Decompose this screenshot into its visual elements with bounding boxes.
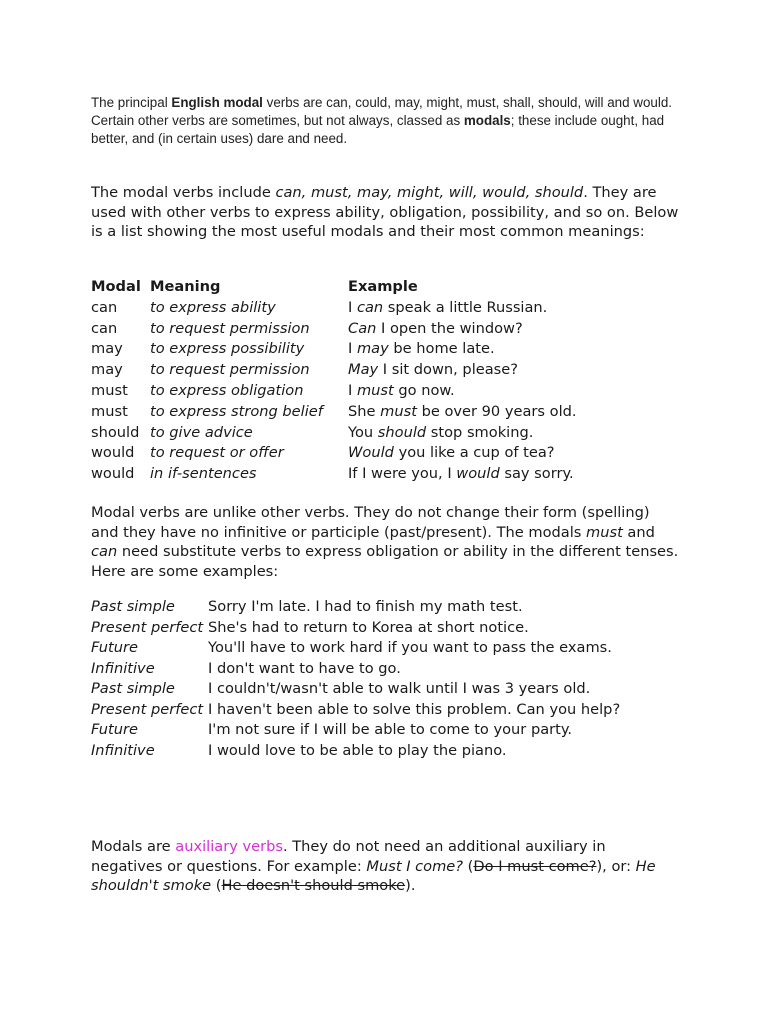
meaning-cell: to express ability — [150, 298, 276, 316]
example-cell: I haven't been able to solve this problem. Can you help? — [208, 700, 621, 718]
example-cell: You'll have to work hard if you want to pass the exams. — [208, 639, 612, 656]
table-row — [91, 464, 577, 485]
example-text: If I were you, I — [348, 465, 457, 483]
tense-cell: Infinitive — [91, 659, 155, 677]
strikethrough-example: He doesn't should smoke — [221, 877, 406, 894]
example-text: I — [348, 340, 357, 358]
example-cell — [348, 319, 577, 340]
paragraph-text: and — [622, 523, 655, 541]
paragraph-text: ( — [211, 877, 222, 894]
paragraph-text: Modals are — [91, 838, 176, 855]
substitute-verbs-table — [91, 597, 628, 761]
modal-cell: can — [91, 298, 118, 316]
modal-meanings-table — [91, 277, 577, 485]
tense-cell: Present perfect — [91, 700, 204, 718]
example-text: She — [348, 402, 381, 420]
paragraph-text: . They are used with other verbs to express ability, obligation, possibility, and so on. Below is a list showing the most useful modals and their most common meanings: — [91, 184, 679, 240]
example-cell: I couldn't/wasn't able to walk until I was 3 years old. — [208, 680, 591, 697]
tense-cell: Past simple — [91, 598, 175, 615]
italic-example: Must I come? — [366, 857, 464, 875]
meaning-cell: in if-sentences — [150, 465, 257, 483]
column-header-meaning: Meaning — [150, 278, 221, 295]
example-modal: should — [377, 423, 427, 441]
example-text: be over 90 years old. — [416, 402, 577, 420]
table-row — [91, 659, 628, 680]
modal-verbs-paragraph — [91, 183, 681, 242]
meaning-cell: to request permission — [150, 361, 310, 379]
table-row — [91, 618, 628, 639]
meaning-cell: to express strong belief — [150, 402, 323, 420]
column-header-example: Example — [348, 278, 418, 295]
paragraph-text: . They do not need an additional auxiliary in negatives or questions. For example: — [91, 838, 606, 875]
intro-bold-term: modals — [463, 113, 511, 128]
intro-text: ; these include ought, had better, and (in certain uses) dare and need. — [91, 113, 665, 146]
table-row — [91, 402, 577, 423]
example-text: be home late. — [388, 340, 495, 358]
example-text: say sorry. — [499, 465, 574, 483]
paragraph-text: Modal verbs are unlike other verbs. They do not change their form (spelling) and they have no infinitive or participle (past/present). The modals — [91, 504, 650, 541]
example-modal: Can — [348, 319, 377, 337]
example-modal: must — [380, 402, 417, 420]
auxiliary-verbs-link[interactable]: auxiliary verbs — [175, 838, 283, 855]
italic-term: can — [91, 543, 118, 560]
example-modal: may — [356, 340, 389, 358]
modal-cell: would — [91, 465, 135, 483]
table-row — [91, 741, 628, 762]
meaning-cell: to express possibility — [150, 340, 305, 358]
example-cell — [348, 423, 577, 444]
example-text: I open the window? — [376, 319, 523, 337]
table-row — [91, 720, 628, 741]
example-modal: can — [356, 298, 384, 316]
example-text: you like a cup of tea? — [393, 444, 555, 462]
table-row — [91, 700, 628, 721]
paragraph-text: need substitute verbs to express obligation or ability in the different tenses. Here are some examples: — [91, 543, 679, 580]
table-row — [91, 443, 577, 464]
example-cell — [348, 381, 577, 402]
paragraph-text: ( — [463, 857, 474, 875]
example-cell — [348, 402, 577, 423]
paragraph-text: ). — [405, 877, 416, 894]
table-row — [91, 360, 577, 381]
meaning-cell: to request permission — [150, 319, 310, 337]
table-header-row — [91, 277, 577, 298]
example-modal: would — [456, 465, 500, 483]
tense-cell: Future — [91, 721, 139, 738]
example-cell: I would love to be able to play the piano. — [208, 741, 507, 759]
intro-paragraph — [91, 94, 681, 148]
tense-cell: Infinitive — [91, 741, 155, 759]
paragraph-text: The modal verbs include — [91, 184, 276, 201]
modal-cell: can — [91, 319, 118, 337]
example-cell — [348, 464, 577, 485]
table-row — [91, 638, 628, 659]
example-text: I — [348, 298, 357, 316]
example-cell: She's had to return to Korea at short notice. — [208, 618, 529, 636]
tense-cell: Past simple — [91, 680, 175, 697]
example-cell — [348, 298, 577, 319]
example-text: speak a little Russian. — [383, 298, 548, 316]
example-modal: Would — [348, 444, 394, 462]
example-text: You — [348, 423, 378, 441]
italic-term: must — [586, 523, 623, 541]
example-text: I — [348, 381, 357, 399]
modal-cell: must — [91, 402, 128, 420]
example-modal: must — [356, 381, 394, 399]
modal-list: can, must, may, might, will, would, should — [275, 184, 584, 201]
strikethrough-example: Do I must come? — [473, 857, 597, 875]
example-cell: I don't want to have to go. — [208, 659, 401, 677]
example-cell — [348, 443, 577, 464]
table-row — [91, 423, 577, 444]
modal-cell: must — [91, 381, 128, 399]
example-text: stop smoking. — [426, 423, 534, 441]
intro-text: verbs are can, could, may, might, must, shall, should, will and would. Certain other verbs are sometimes, but not always, classed as — [91, 95, 673, 128]
modal-cell: may — [91, 340, 123, 358]
example-text: go now. — [393, 381, 455, 399]
paragraph-text: ), or: — [596, 857, 636, 875]
example-cell: I'm not sure if I will be able to come to your party. — [208, 721, 573, 738]
auxiliary-paragraph — [91, 837, 681, 896]
intro-text: The principal — [91, 95, 172, 110]
column-header-modal: Modal — [91, 278, 141, 295]
modal-unlike-paragraph — [91, 503, 681, 581]
meaning-cell: to express obligation — [150, 381, 304, 399]
tense-cell: Present perfect — [91, 618, 204, 636]
meaning-cell: to request or offer — [150, 444, 284, 462]
modal-cell: should — [91, 423, 140, 441]
modal-cell: would — [91, 444, 135, 462]
tense-cell: Future — [91, 639, 139, 656]
italic-example: He shouldn't smoke — [91, 857, 656, 894]
example-text: I sit down, please? — [378, 361, 518, 379]
table-row — [91, 381, 577, 402]
example-cell — [348, 360, 577, 381]
intro-bold-term: English modal — [171, 95, 263, 110]
meaning-cell: to give advice — [150, 423, 253, 441]
table-row — [91, 319, 577, 340]
table-row — [91, 597, 628, 618]
table-row — [91, 339, 577, 360]
example-modal: May — [348, 361, 379, 379]
table-row — [91, 679, 628, 700]
modal-cell: may — [91, 361, 123, 379]
example-cell — [348, 339, 577, 360]
example-cell: Sorry I'm late. I had to finish my math test. — [208, 598, 523, 615]
table-row — [91, 298, 577, 319]
